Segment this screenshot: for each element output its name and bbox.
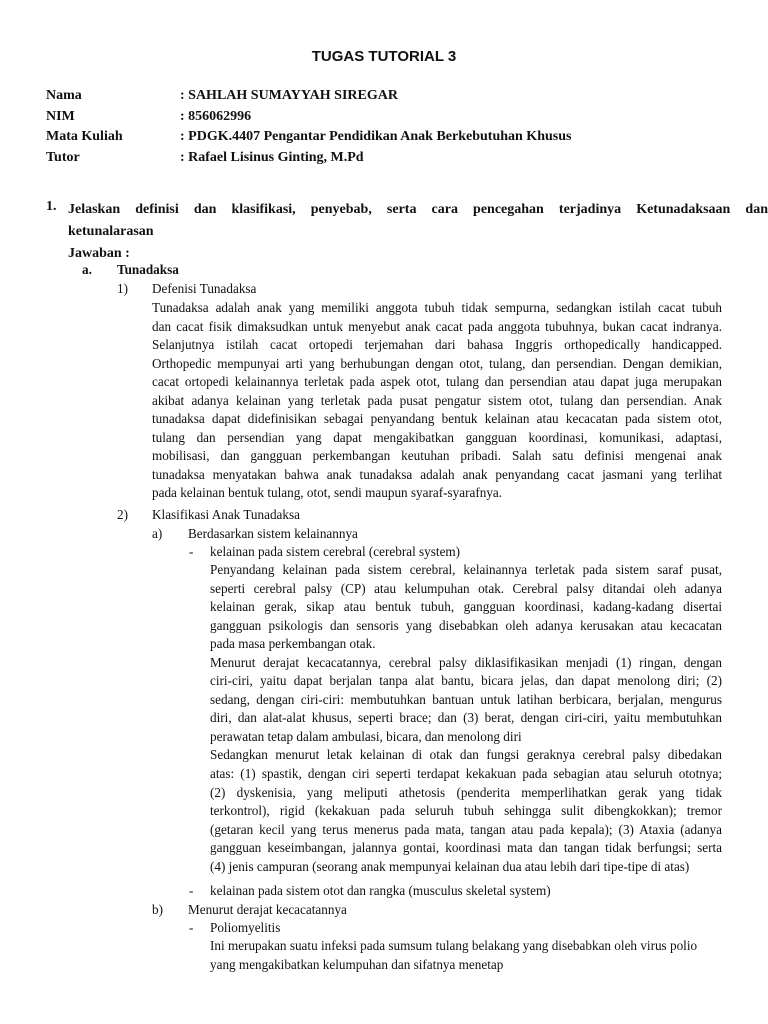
paragraph-line: tunadaksa menyatakan bahwa anak tunadaksa adalah anak penyandang cacat jasmani yang terlihat [152, 466, 722, 482]
info-value: : Rafael Lisinus Ginting, M.Pd [180, 149, 364, 165]
info-row-mata-kuliah [46, 127, 571, 148]
item-heading: Defenisi Tunadaksa [152, 281, 257, 296]
paragraph-line: akibat adanya kelainan yang terletak pada pusat pengatur sistem otot, tulang dan persendian. Anak [152, 392, 722, 408]
polio-paragraph [210, 937, 722, 974]
answer-label: Jawaban : [68, 246, 130, 261]
info-label: NIM [46, 108, 75, 124]
info-label: Mata Kuliah [46, 129, 123, 144]
info-value: : PDGK.4407 Pengantar Pendidikan Anak Berkebutuhan Khusus [180, 129, 572, 144]
paragraph-line: Menurut derajat kecacatannya, cerebral palsy diklasifikasikan menjadi (1) ringan, dengan [210, 654, 722, 670]
paragraph-line: Tunadaksa adalah anak yang memiliki anggota tubuh tidak sempurna, sedangkan istilah cacat tubuh [152, 300, 722, 315]
paragraph-line: pada kelainan bentuk tulang, otot, sendi maupun syaraf-syarafnya. [152, 485, 503, 501]
section-heading: Tunadaksa [117, 262, 179, 277]
paragraph-line: (2) dyskenisia, yang meliputi athetosis (penderita memperlihatkan gerak yang tidak [210, 784, 722, 800]
paragraph-line: cacat ortopedi kelainannya terletak pada aspek otot, tulang dan persendian atau dapat juga merupakan [152, 374, 722, 390]
dash-marker: - [189, 920, 194, 935]
item-marker: 2) [117, 507, 128, 522]
info-row-nama [46, 86, 571, 107]
paragraph-line: mobilisasi, dan gangguan perkembangan keutuhan pribadi. Salah satu definisi mengenai anak [152, 448, 722, 464]
definition-paragraph [152, 299, 722, 503]
paragraph-line: dan cacat fisik dimaksudkan untuk menyebut anak cacat pada anggota tubuhnya, bukan cacat indranya. [152, 318, 722, 334]
info-label: Tutor [46, 149, 80, 165]
info-row-tutor [46, 148, 571, 169]
paragraph-line: tunadaksa dapat didefinisikan sebagai penyandang bentuk kelainan atau kecacatan pada sistem otot, [152, 411, 722, 427]
sub-marker: a) [152, 526, 163, 541]
question-line: Jelaskan definisi dan klasifikasi, penyebab, serta cara pencegahan terjadinya Ketunadaksaan dan [68, 202, 768, 217]
info-label: Nama [46, 88, 82, 103]
paragraph-line: Orthopedic mempunyai arti yang berhubungan dengan otot, tulang, dan persendian. Dengan demikian, [152, 355, 722, 371]
paragraph-line: Penyandang kelainan pada sistem cerebral, kelainannya terletak pada sistem saraf pusat, [210, 562, 722, 577]
paragraph-line: pada masa perkembangan otak. [210, 636, 376, 652]
paragraph-line: tulang dan persendian yang dapat mengakibatkan gangguan koordinasi, komunikasi, adaptasi, [152, 429, 722, 445]
paragraph-line: diri, dan alat-alat khusus, seperti brace; dan (3) berat, dengan ciri-ciri, yaitu membutuhkan [210, 710, 722, 726]
item-heading: Klasifikasi Anak Tunadaksa [152, 507, 300, 522]
paragraph-line: perawatan tetap dalam ambulasi, bicara, dan menolong diri [210, 728, 522, 744]
paragraph-line: (4) jenis campuran (seorang anak mempunyai kelainan dua atau lebih dari tipe-tipe di atas) [210, 858, 690, 874]
paragraph-line: kelainan gerak, sikap atau bentuk tubuh, gangguan koordinasi, kadang-kadang disertai [210, 599, 722, 615]
paragraph-line: seperti cerebral palsy (CP) atau kelumpuhan otak. Cerebral palsy ditandai oleh adanya [210, 580, 722, 596]
dash-marker: - [189, 544, 194, 559]
item-marker: 1) [117, 281, 128, 296]
info-row-nim [46, 107, 571, 128]
paragraph-line: Ini merupakan suatu infeksi pada sumsum tulang belakang yang disebabkan oleh virus polio [210, 938, 698, 953]
section-marker: a. [82, 262, 92, 277]
document-title: TUGAS TUTORIAL 3 [311, 48, 457, 65]
paragraph-line: Selanjutnya istilah cacat ortopedi terjemahan dari bahasa Inggris orthopedically handicapped. [152, 337, 722, 353]
paragraph-line: sedang, dengan ciri-ciri: membutuhkan bantuan untuk latihan berbicara, berjalan, mengurus [210, 691, 722, 707]
sub-marker: b) [152, 902, 163, 917]
paragraph-line: atas: (1) spastik, dengan ciri seperti terdapat kekakuan pada sebagian atau seluruh ototnya; [210, 766, 722, 782]
sub-heading: Menurut derajat kecacatannya [188, 902, 347, 917]
dash-heading: kelainan pada sistem cerebral (cerebral system) [210, 544, 461, 559]
dash-marker: - [189, 883, 194, 898]
paragraph-line: ciri-ciri, yaitu dapat berjalan tanpa alat bantu, bicara jelas, dan dapat menolong diri; (2) [210, 673, 722, 689]
question-text [68, 199, 768, 265]
dash-heading: Poliomyelitis [210, 920, 281, 935]
paragraph-line: (getaran kecil yang terus menerus pada mata, tangan atau pada kepala); (3) Ataxia (adanya [210, 821, 722, 837]
student-info [46, 86, 571, 168]
paragraph-line: gangguan keseimbangan, jalannya gontai, koordinasi mata dan tangan tidak berfungsi; serta [210, 840, 722, 856]
paragraph-line: terkontrol), rigid (kekakuan pada seluruh tubuh sehingga sulit dibengkokkan); tremor [210, 803, 722, 819]
info-value: : SAHLAH SUMAYYAH SIREGAR [180, 88, 398, 103]
paragraph-line: gangguan psikologis dan sensoris yang disebabkan oleh adanya kerusakan atau kecacatan [210, 617, 722, 633]
paragraph-line: yang mengakibatkan kelumpuhan dan sifatnya menetap [210, 956, 504, 972]
cerebral-palsy-paragraph [210, 561, 722, 876]
dash-heading: kelainan pada sistem otot dan rangka (musculus skeletal system) [210, 883, 551, 898]
sub-heading: Berdasarkan sistem kelainannya [188, 526, 358, 541]
paragraph-line: Sedangkan menurut letak kelainan di otak dan fungsi geraknya cerebral palsy dibedakan [210, 747, 722, 763]
question-number: 1. [46, 199, 57, 214]
info-value: : 856062996 [180, 108, 252, 124]
question-line: ketunalarasan [68, 224, 154, 239]
